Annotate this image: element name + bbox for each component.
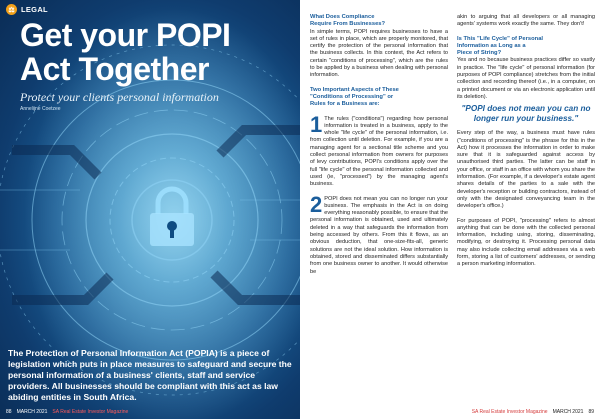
headline-line-2: Act Together [20,51,209,87]
left-folio [6,409,128,415]
pull-quote: "POPI does not mean you can no longer run your business." [461,104,591,124]
article-subhead: Protect your clients personal information [20,90,219,104]
magazine-name: SA Real Estate Investor Magazine [52,409,129,415]
magazine-name: SA Real Estate Investor Magazine [471,409,548,415]
heading-aspects-line-1: Two Important Aspects of These [310,86,399,93]
byline: Annelijne Coetzee [20,106,61,112]
paragraph-rules: Every step of the way, a business must have rules ("conditions of processing" is the phrase for this in the Act) how it processes the information in order to make sure that it is safeguarded against access by unauthorised third parties. The latter can be staff in your office, or staff in an office with whom you share the information. (For example, if a developer's estate agent shares details of the parties to a sale with the developer's reception or building contractors, instead of only with the designated conveyancing team in the developer's office.) [457,130,595,210]
section-tag [4,3,54,16]
column-right [457,14,595,269]
heading-life-cycle-line-1: Is This "Life Cycle" of Personal [457,35,544,42]
heading-life-cycle-line-3: Piece of String? [457,50,502,57]
issue-month: MARCH 2021 [552,409,584,415]
padlock-icon [146,186,198,248]
heading-aspects-line-3: Rules for a Business are: [310,101,380,108]
number-drop-cap-1: 1 [310,111,323,137]
number-drop-cap-2: 2 [310,191,323,217]
heading-compliance-line-1: What Does Compliance [310,14,375,20]
section-tag-label: LEGAL [21,5,48,14]
headline-line-1: Get your POPI [20,17,231,53]
paragraph-processing: For purposes of POPI, "processing" refers to almost anything that can be done with the collected personal information, including using, storing, disseminating, modifying, or destroying it. Processing personal data may also include collecting email addresses via a web form, storing a list of customers' addresses, or sending a person marketing information. [457,217,595,268]
heading-compliance-line-2: Require From Businesses? [310,21,386,28]
intro-paragraph: The Protection of Personal Information Act (POPIA) is a piece of legislation which puts in place measures to safeguard and secure the personal information of a business' clients, staff and service providers. All businesses should be compliant with this act as law abiding entities in South Africa. [8,348,292,402]
issue-month: MARCH 2021 [16,409,48,415]
numbered-point-1-text: The rules ("conditions") regarding how personal information is treated in a business, apply to the whole "life cycle" of the personal information, i.e. from collection until deletion. For example, if you are a managing agent for a sectional title scheme and you collect personal information from owners for purposes of levy contributions, POPI's conditions apply over the full "life cycle" of the personal information collected and used (ie, "processed") by the managing agent's business. [310,115,448,188]
heading-life-cycle-line-2: Information as Long as a [457,42,526,49]
article-headline [20,18,290,86]
numbered-point-1 [310,111,448,189]
page-number: 88 [6,409,12,415]
paragraph-continuation: akin to arguing that all developers or all managing agents' systems work exactly the same. They don't! [457,14,595,28]
heading-aspects-line-2: "Conditions of Processing" or [310,93,394,100]
page-number: 89 [588,409,594,415]
right-page [300,0,600,419]
paragraph-life-cycle: Yes and no because business practices differ so vastly in practice. The "life cycle" of personal information (for purposes of POPI compliance) stretches from the initial collection and recording thereof (i.e., in a computer, on a printed document or via an electronic application until its deletion). [457,57,595,100]
right-folio [472,409,594,415]
scales-icon: ⚖ [6,4,17,15]
numbered-point-2-text: POPI does not mean you can no longer run your business. The emphasis in the Act is on doing everything reasonably possible, to ensure that the personal information is obtained, used and ultimately deleted in a way that safeguards the information from being accessed by others. From this it flows, as an obvious deduction, that one-size-fits-all, generic solutions are not the ideal solution. How information is obtained, stored and disseminated differs substantially from one business owner to another. It would otherwise be [310,195,448,275]
numbered-point-2 [310,191,448,276]
column-left [310,14,448,276]
paragraph-compliance: In simple terms, POPI requires businesses to have a set of rules in place, which are properly monitored, that certify the protection of the personal information that the business collects. In this context, the Act refers to certain "conditions of processing", which are the rules to be applied by a business when dealing with personal information. [310,28,448,79]
